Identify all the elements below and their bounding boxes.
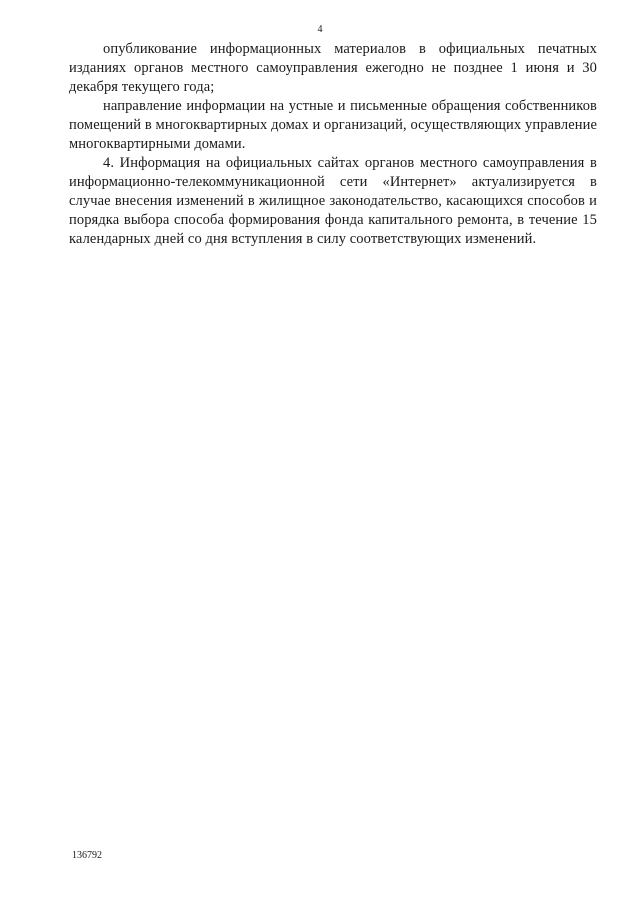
paragraph-website-updates: 4. Информация на официальных сайтах органов местного самоуправления в информационно-телекоммуникационной сети «Интернет» актуализируется в случае внесения изменений в жилищное законодательство, касающихся способов и порядка выбора способа формирования фонда капитального ремонта, в течение 15 календарных дней со дня вступления в силу соответствующих изменений. [69,155,597,247]
page-number: 4 [317,24,323,35]
document-body [69,40,597,249]
registration-number: 136792 [72,850,102,861]
paragraph-inquiries: направление информации на устные и письменные обращения собственников помещений в многоквартирных домах и организаций, осуществляющих управление многоквартирными домами. [69,98,597,152]
paragraph-publication: опубликование информационных материалов в официальных печатных изданиях органов местного самоуправления ежегодно не позднее 1 июня и 30 декабря текущего года; [69,41,597,95]
